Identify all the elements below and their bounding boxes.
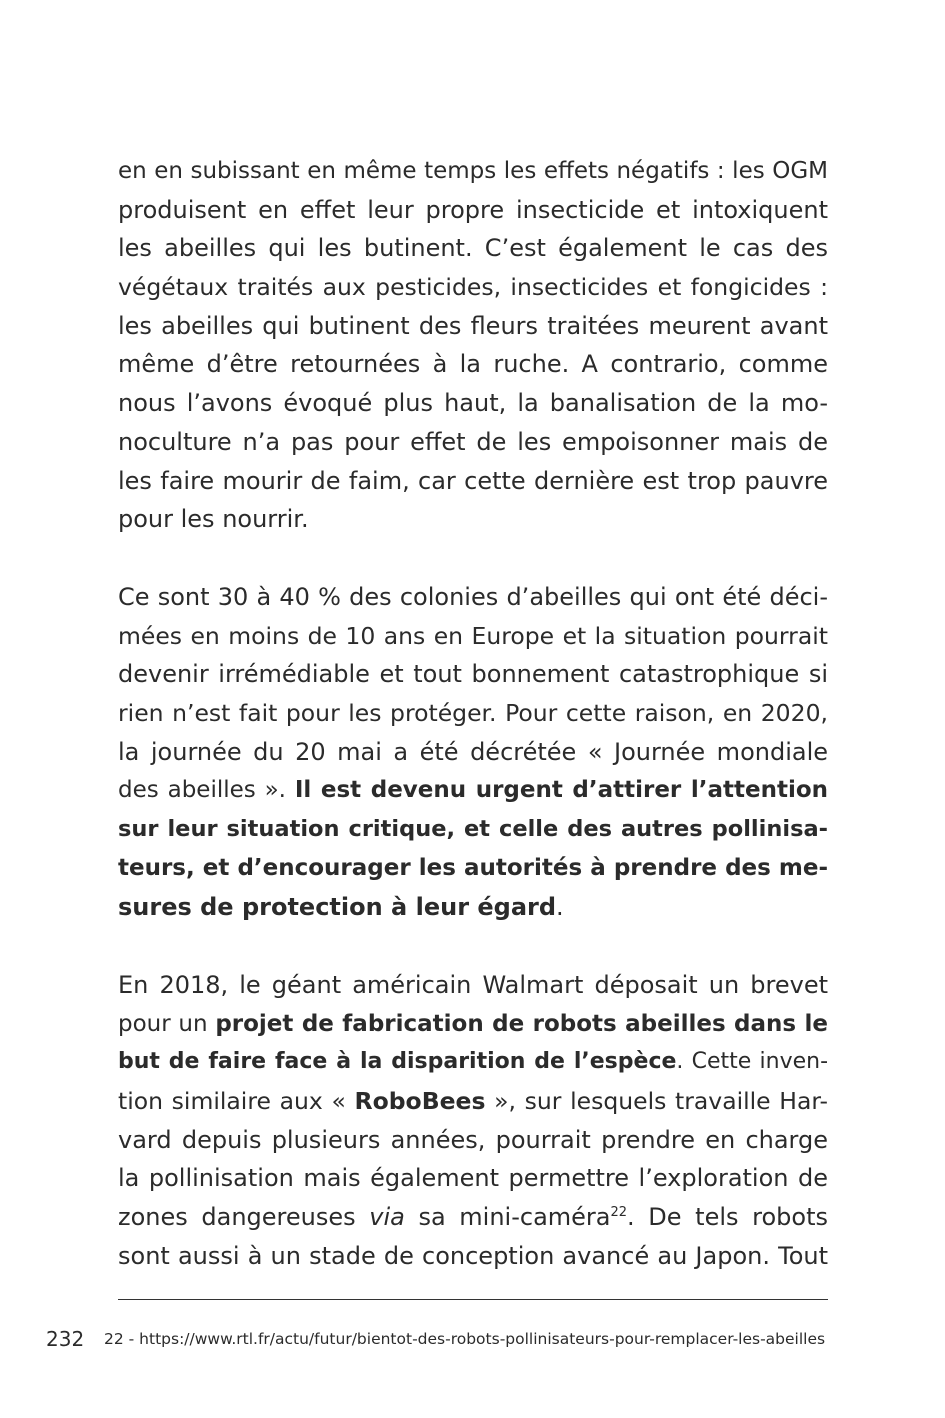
paragraph-line: en en subissant en même temps les effets négatifs : les OGM (118, 158, 828, 184)
paragraph-line (118, 1198, 828, 1237)
paragraph-line: rien n’est fait pour les protéger. Pour cette raison, en 2020, (118, 699, 828, 728)
paragraph-line: sur leur situation critique, et celle des autres pollinisa- (118, 816, 828, 843)
paragraph-line: pour les nourrir. (118, 505, 309, 534)
paragraph-line: mées en moins de 10 ans en Europe et la situation pourrait (118, 621, 828, 650)
paragraph-line: produisent en effet leur propre insecticide et intoxiquent (118, 195, 828, 224)
paragraph-line: végétaux traités aux pesticides, insecticides et fongicides : (118, 273, 828, 302)
text-run: des abeilles ». (118, 777, 295, 804)
paragraph-line: la journée du 20 mai a été décrétée « Journée mondiale (118, 737, 828, 766)
paragraph-line: la pollinisation mais également permettre l’exploration de (118, 1164, 828, 1193)
paragraph-line: Ce sont 30 à 40 % des colonies d’abeilles qui ont été déci- (118, 583, 828, 611)
paragraph-1 (118, 152, 828, 539)
paragraph-line (118, 888, 828, 927)
paragraph-line (118, 1005, 828, 1044)
bold-text-run: projet de fabrication de robots abeilles dans le (215, 1010, 829, 1037)
paragraph-2 (118, 578, 828, 926)
text-run: pour un (118, 1010, 216, 1037)
page-number: 232 (46, 1327, 85, 1351)
text-run: . Cette inven- (676, 1049, 829, 1075)
paragraph-line (118, 1082, 828, 1121)
footnote-divider (118, 1299, 828, 1300)
text-run: zones dangereuses (118, 1203, 370, 1232)
footnote-reference[interactable]: 22 (610, 1205, 628, 1221)
text-run: », sur lesquels travaille Har- (485, 1087, 829, 1116)
paragraph-line: noculture n’a pas pour effet de les empoisonner mais de (118, 427, 828, 456)
paragraph-line: les faire mourir de faim, car cette dernière est trop pauvre (118, 466, 828, 495)
paragraph-line: même d’être retournées à la ruche. A contrario, comme (118, 350, 828, 379)
bold-text-run: sures de protection à leur égard (118, 892, 557, 921)
footnote[interactable]: 22 - https://www.rtl.fr/actu/futur/bientot-des-robots-pollinisateurs-pour-remplacer-les-abeilles (104, 1330, 826, 1348)
paragraph-3 (118, 966, 828, 1276)
paragraph-line (118, 771, 828, 810)
text-run: sa mini-caméra (404, 1203, 611, 1232)
paragraph-line: vard depuis plusieurs années, pourrait prendre en charge (118, 1125, 828, 1154)
paragraph-line: sont aussi à un stade de conception avancé au Japon. Tout (118, 1241, 828, 1270)
text-run: . De tels robots (627, 1203, 828, 1232)
text-run: tion similaire aux « (118, 1087, 355, 1116)
italic-text-run: via (369, 1203, 405, 1232)
bold-text-run: Il est devenu urgent d’attirer l’attention (294, 777, 828, 804)
paragraph-line: teurs, et d’encourager les autorités à prendre des me- (118, 854, 828, 881)
bold-text-run: RoboBees (354, 1087, 486, 1116)
bold-text-run: but de faire face à la disparition de l’espèce (118, 1049, 677, 1075)
paragraph-line: nous l’avons évoqué plus haut, la banalisation de la mo- (118, 389, 828, 418)
text-run: . (556, 892, 564, 921)
paragraph-line: les abeilles qui butinent des fleurs traitées meurent avant (118, 311, 828, 340)
paragraph-line: En 2018, le géant américain Walmart déposait un brevet (118, 971, 828, 999)
paragraph-line: les abeilles qui les butinent. C’est également le cas des (118, 234, 828, 263)
paragraph-line (118, 1043, 828, 1082)
paragraph-line: devenir irrémédiable et tout bonnement catastrophique si (118, 660, 828, 689)
